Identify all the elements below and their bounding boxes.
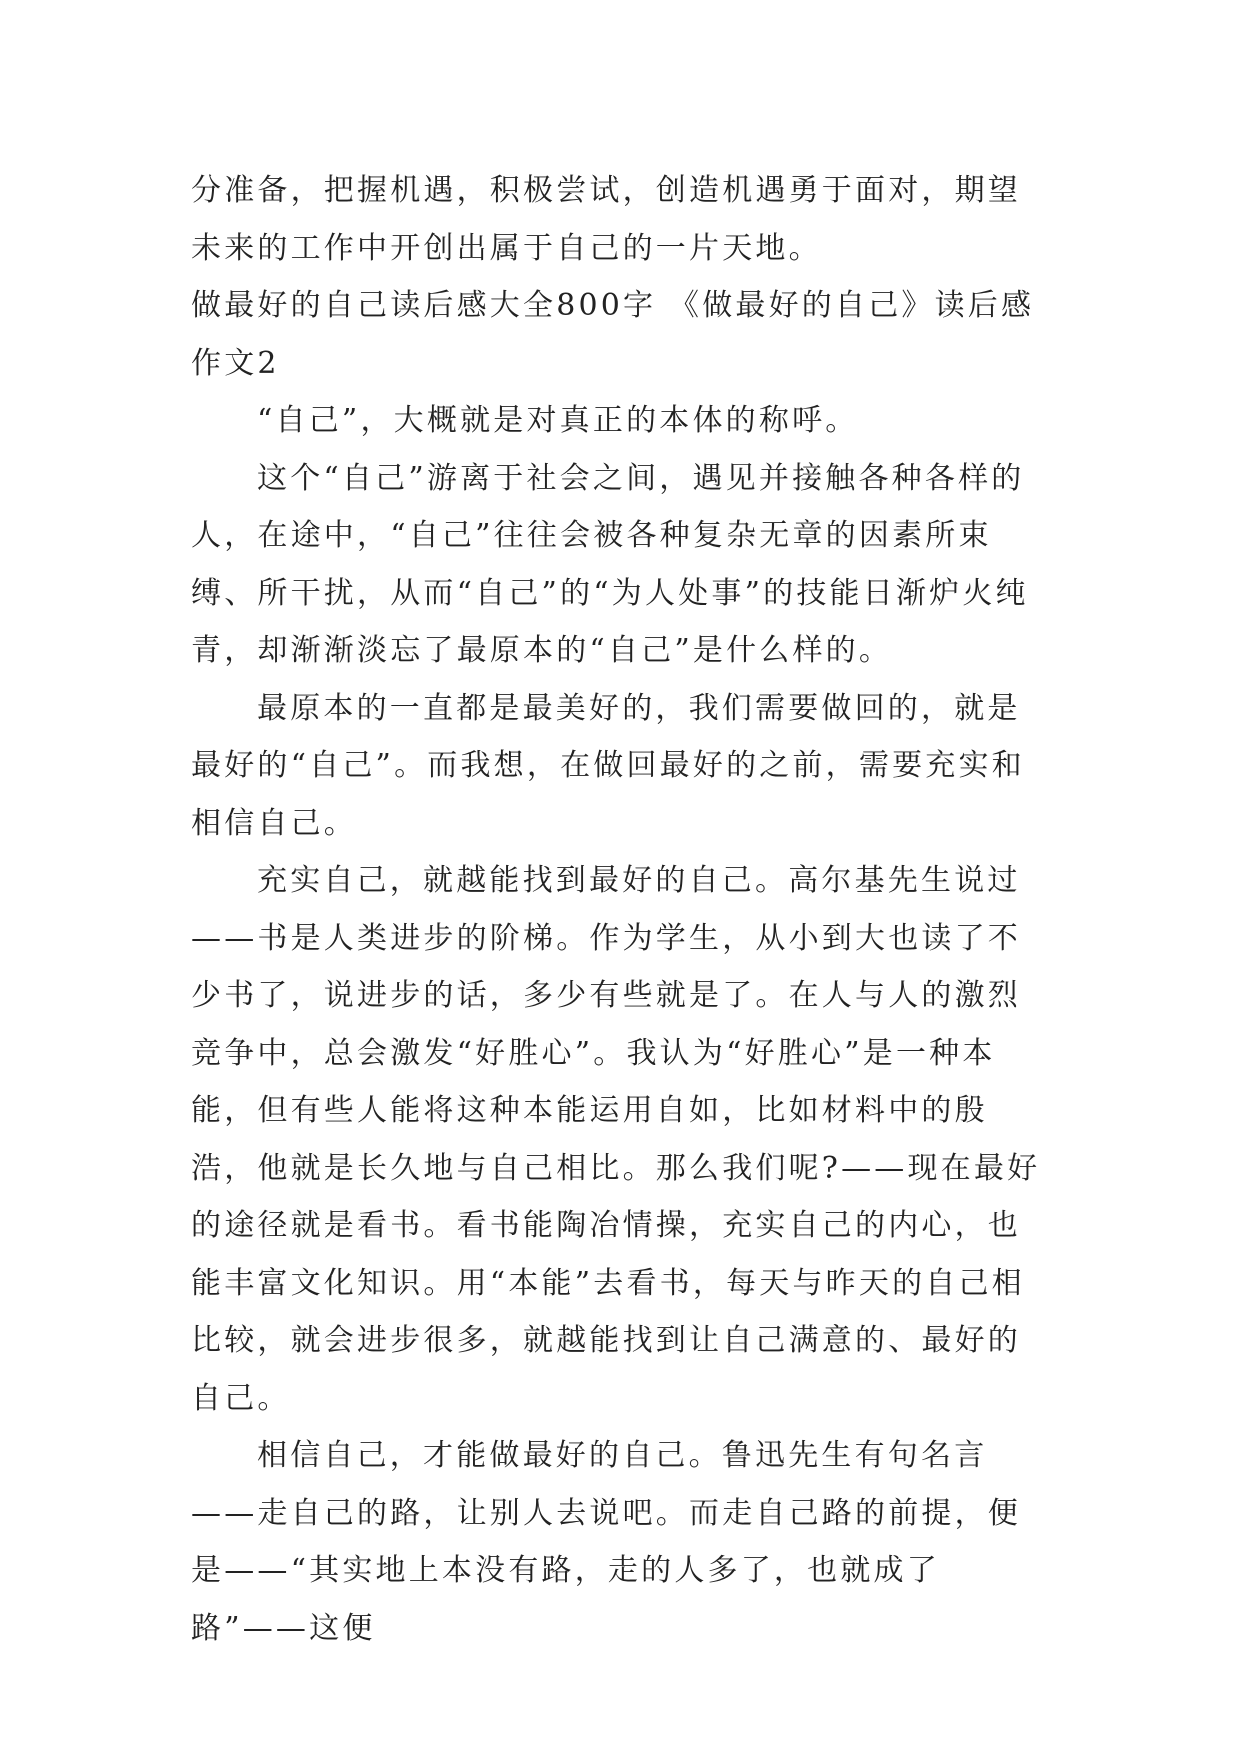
paragraph: “自己”，大概就是对真正的本体的称呼。: [257, 403, 859, 438]
paragraph: 相信自己，才能做最好的自己。鲁迅先生有句名言——走自己的路，让别人去说吧。而走自己路的前提，便是——“其实地上本没有路，走的人多了，也就成了路”——这便: [191, 1438, 1021, 1646]
document-body: [191, 162, 1051, 1657]
paragraph-continuation: 分准备，把握机遇，积极尝试，创造机遇勇于面对，期望未来的工作中开创出属于自己的一片天地。: [191, 173, 1021, 266]
article-title: 做最好的自己读后感大全800字 《做最好的自己》读后感作文2: [191, 288, 1035, 381]
paragraph: 这个“自己”游离于社会之间，遇见并接触各种各样的人，在途中，“自己”往往会被各种复杂无章的因素所束缚、所干扰，从而“自己”的“为人处事”的技能日渐炉火纯青，却渐渐淡忘了最原本的“自己”是什么样的。: [191, 460, 1029, 668]
paragraph: 充实自己，就越能找到最好的自己。高尔基先生说过——书是人类进步的阶梯。作为学生，从小到大也读了不少书了，说进步的话，多少有些就是了。在人与人的激烈竞争中，总会激发“好胜心”。我认为“好胜心”是一种本能，但有些人能将这种本能运用自如，比如材料中的殷浩，他就是长久地与自己相比。那么我们呢?——现在最好的途径就是看书。看书能陶冶情操，充实自己的内心，也能丰富文化知识。用“本能”去看书，每天与昨天的自己相比较，就会进步很多，就越能找到让自己满意的、最好的自己。: [191, 863, 1041, 1416]
paragraph: 最原本的一直都是最美好的，我们需要做回的，就是最好的“自己”。而我想，在做回最好的之前，需要充实和相信自己。: [191, 690, 1025, 841]
